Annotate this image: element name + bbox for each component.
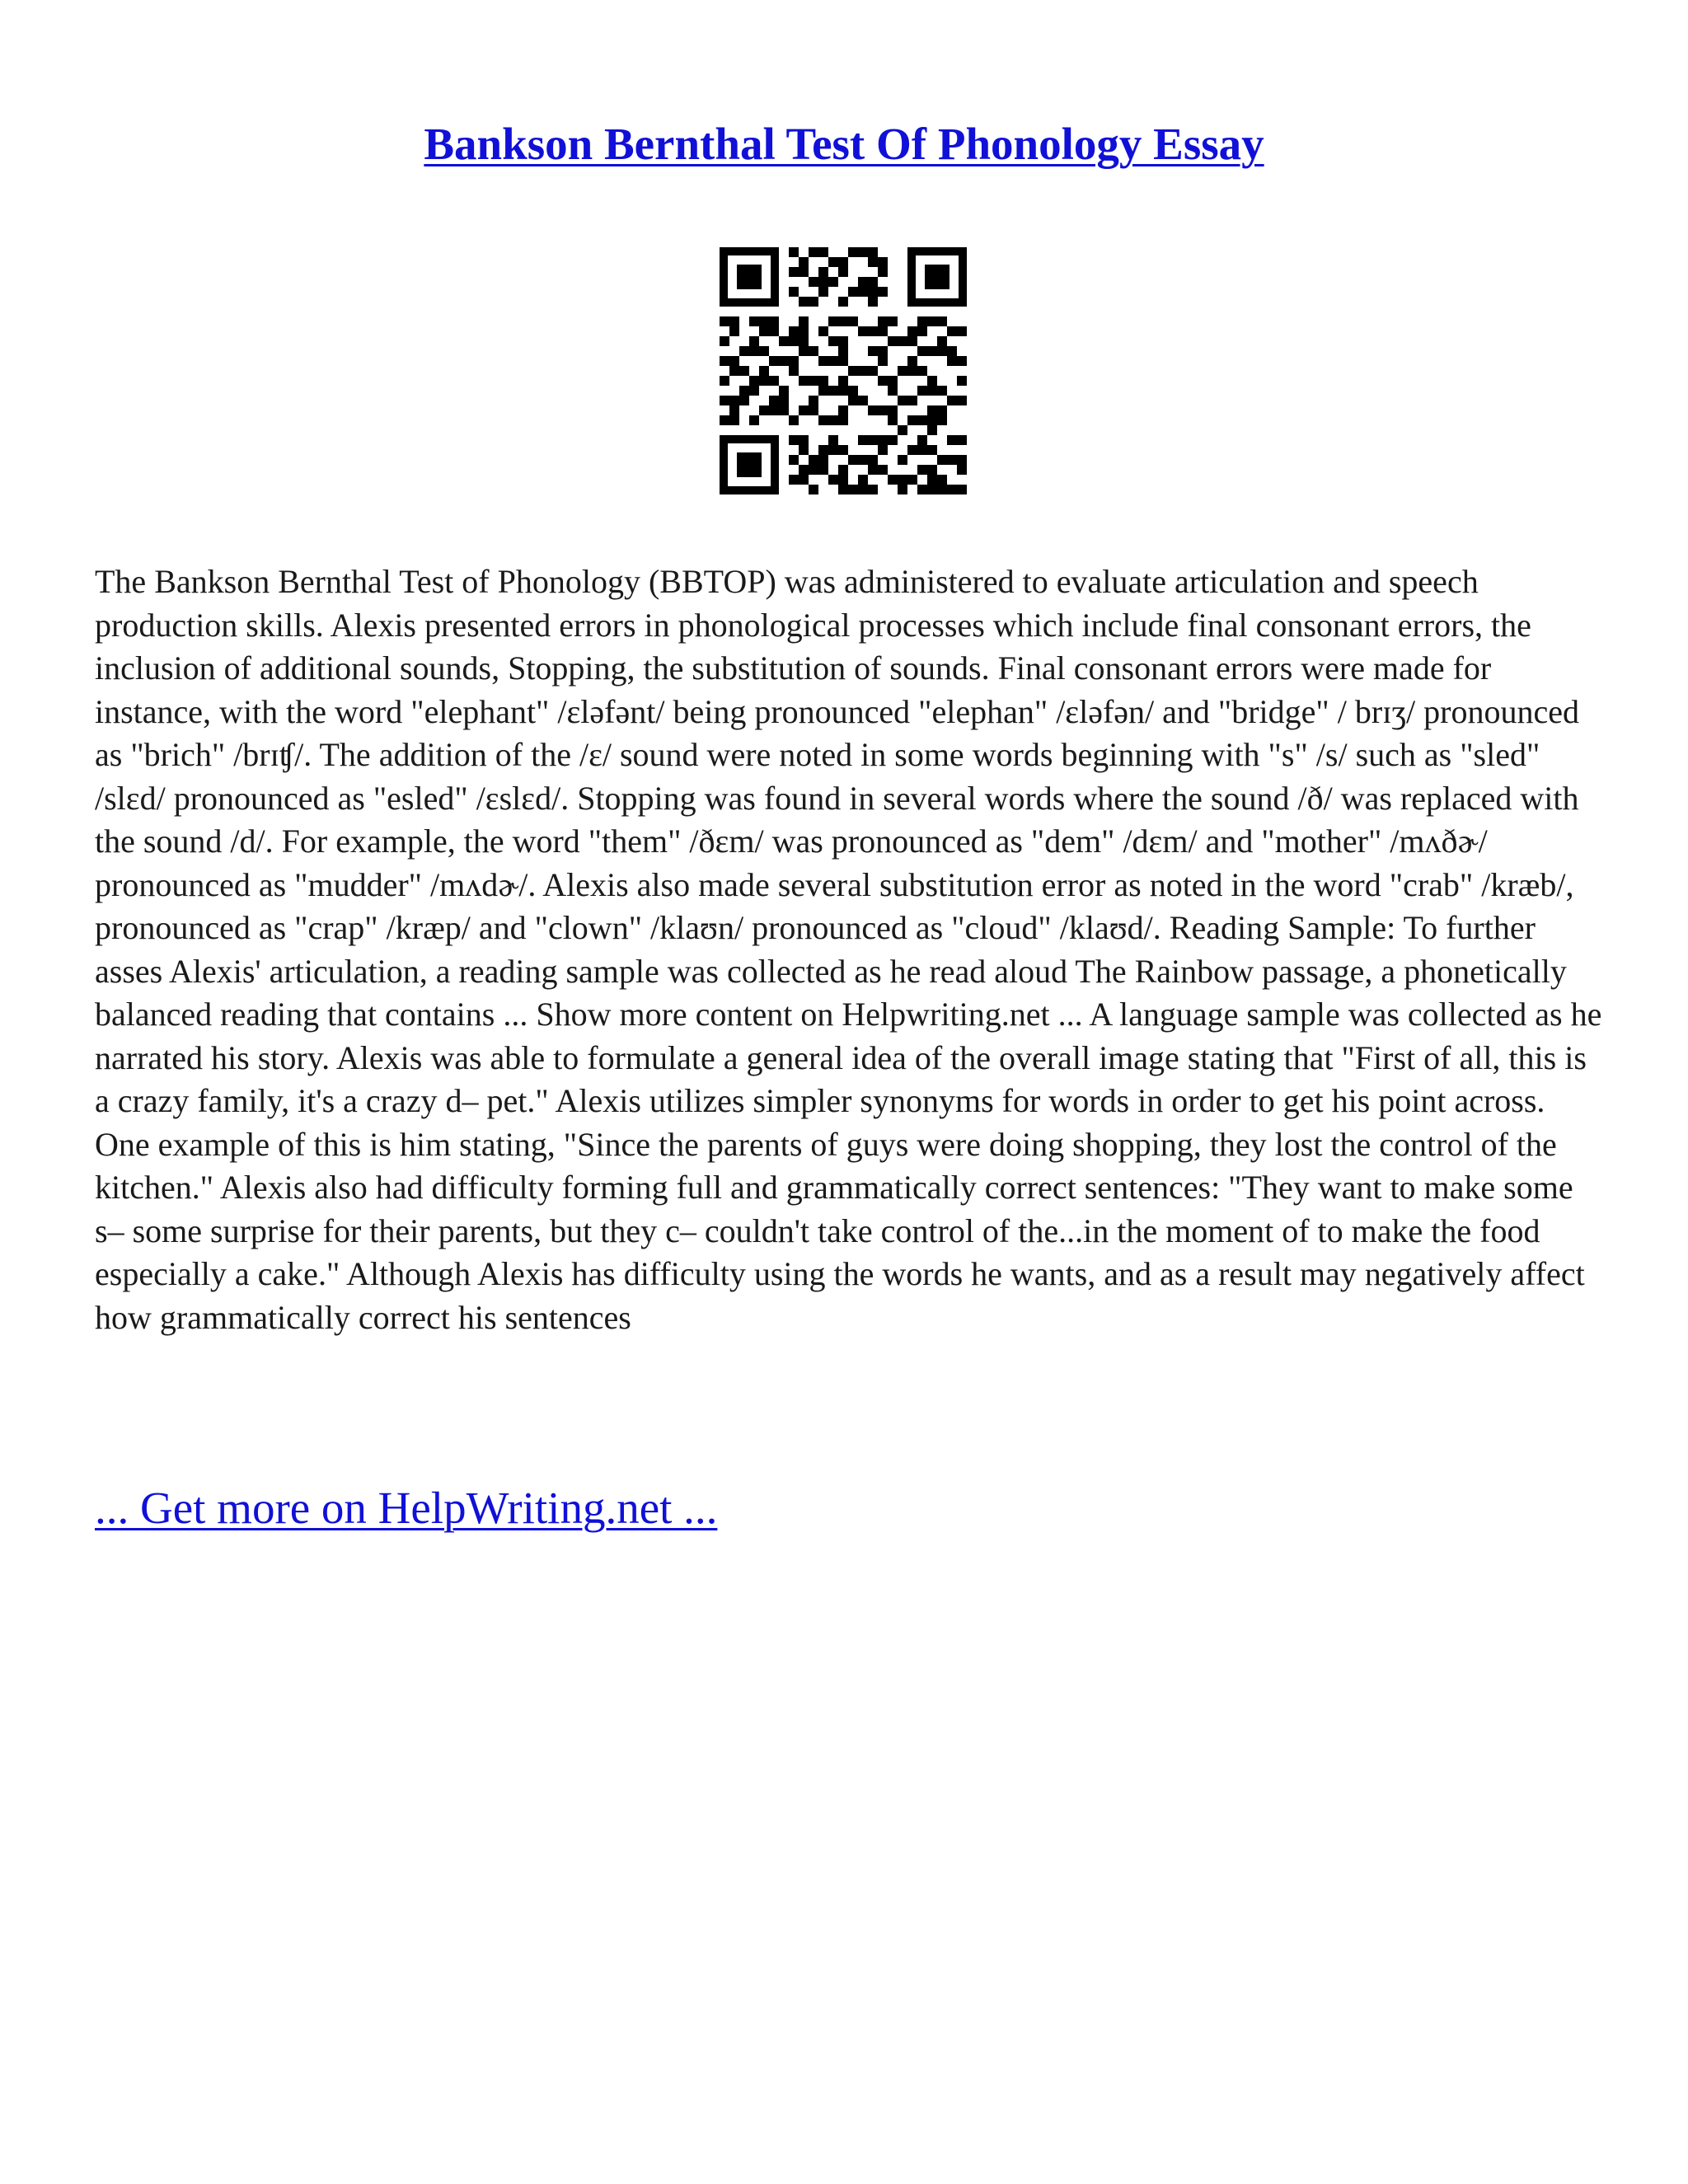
qr-code-icon	[720, 247, 967, 494]
get-more-link[interactable]: ... Get more on HelpWriting.net ...	[95, 1483, 718, 1533]
qr-code-graphic	[720, 247, 967, 494]
essay-body: The Bankson Bernthal Test of Phonology (BBTOP) was administered to evaluate articulation and speech production skills. Alexis presented errors in phonological processes which include final consonant errors, the inclusion of additional sounds, Stopping, the substitution of sounds. Final consonant errors were made for instance, with the word "elephant" /ɛləfənt/ being pronounced "elephan" /ɛləfən/ and "bridge" / brɪʒ/ pronounced as "brich" /brɪʧ/. The addition of the /ɛ/ sound were noted in some words beginning with "s" /s/ such as "sled" /slɛd/ pronounced as "esled" /ɛslɛd/. Stopping was found in several words where the sound /ð/ was replaced with the sound /d/. For example, the word "them" /ðɛm/ was pronounced as "dem" /dɛm/ and "mother" /mʌðɚ/ pronounced as "mudder" /mʌdɚ/. Alexis also made several substitution error as noted in the word "crab" /kræb/, pronounced as "crap" /kræp/ and "clown" /klaʊn/ pronounced as "cloud" /klaʊd/. Reading Sample: To further asses Alexis' articulation, a reading sample was collected as he read aloud The Rainbow passage, a phonetically balanced reading that contains ... Show more content on Helpwriting.net ... A language sample was collected as he narrated his story. Alexis was able to formulate a general idea of the overall image stating that "First of all, this is a crazy family, it's a crazy d– pet." Alexis utilizes simpler synonyms for words in order to get his point across. One example of this is him stating, "Since the parents of guys were doing shopping, they lost the control of the kitchen." Alexis also had difficulty forming full and grammatically correct sentences: "They want to make some s– some surprise for their parents, but they c– couldn't take control of the...in the moment of to make the food especially a cake." Although Alexis has difficulty using the words he wants, and as a result may negatively affect how grammatically correct his sentences	[95, 563, 1602, 1336]
title-link[interactable]: Bankson Bernthal Test Of Phonology Essay	[424, 119, 1264, 169]
more-link-paragraph	[95, 1479, 717, 1537]
page-title	[0, 115, 1688, 173]
